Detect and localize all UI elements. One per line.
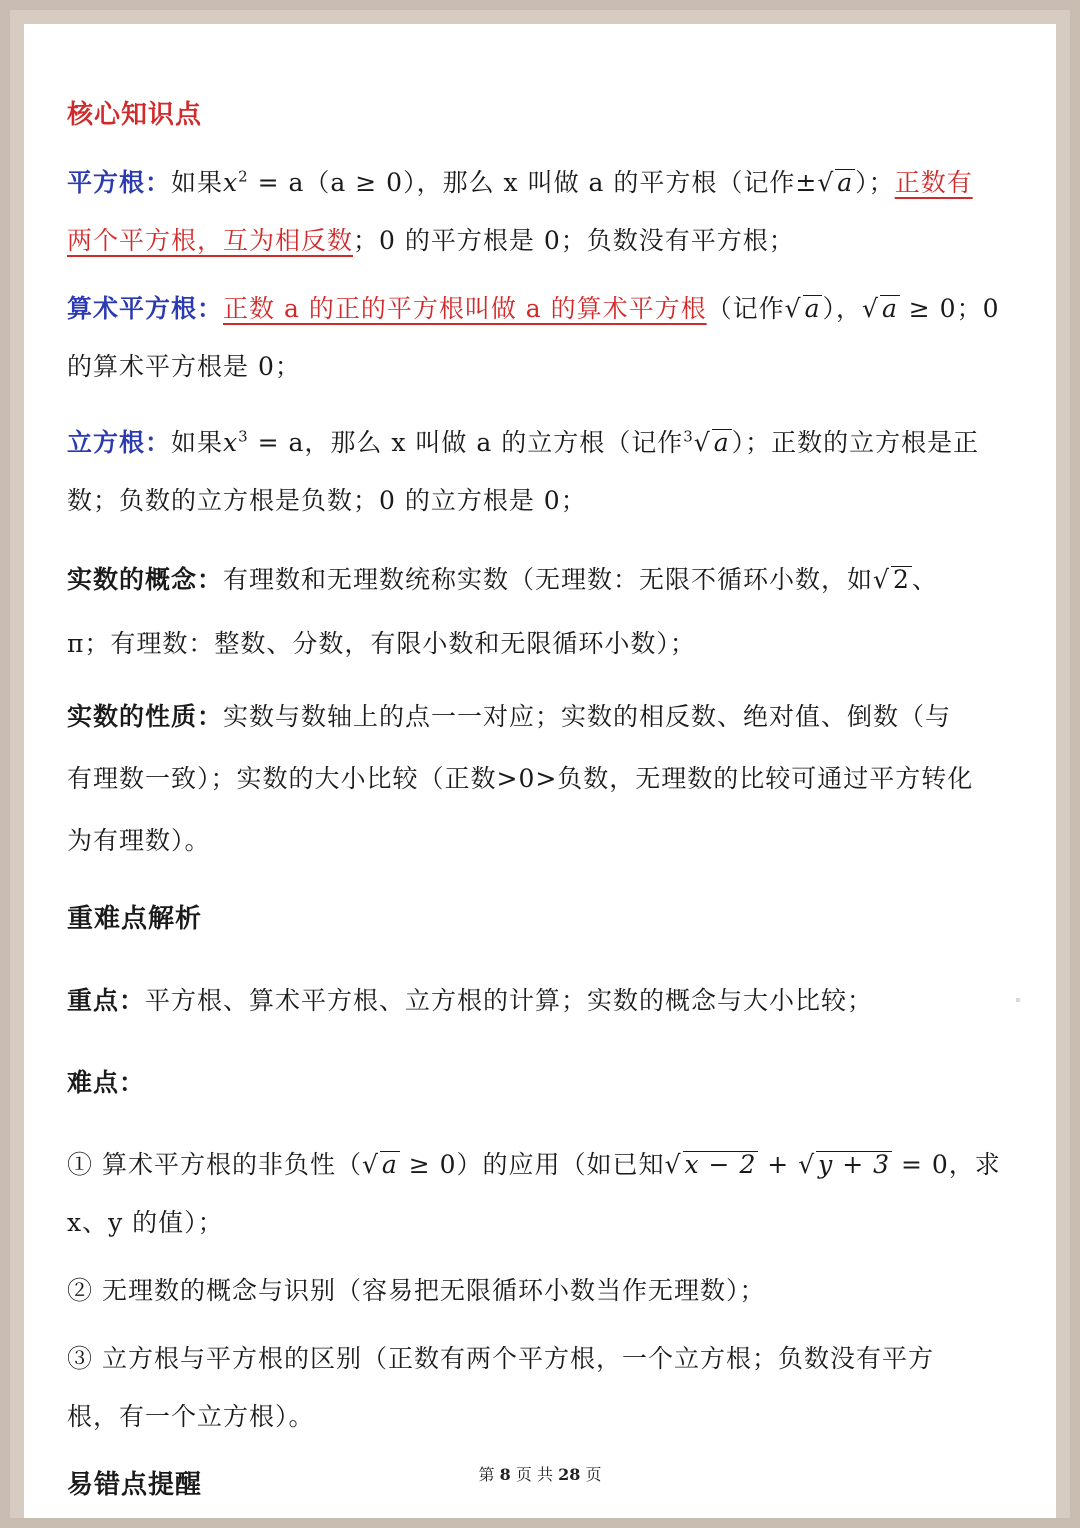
paragraph-key-point: 重点：平方根、算术平方根、立方根的计算；实数的概念与大小比较； xyxy=(67,986,874,1015)
section-title-core-knowledge: 核心知识点 xyxy=(67,100,203,130)
cbrt-symbol: √ xyxy=(693,428,711,457)
list-item-difficult-3: ③ 立方根与平方根的区别（正数有两个平方根，一个立方根；负数没有平方 根，有一个立方根）。 xyxy=(67,1344,934,1431)
sqrt-symbol: √ xyxy=(817,168,835,197)
current-page-number: 8 xyxy=(499,1465,511,1484)
term-cube-root: 立方根： xyxy=(67,428,172,457)
document-content xyxy=(67,86,1017,1514)
sqrt-symbol: √ xyxy=(664,1150,682,1179)
item-number: ② xyxy=(67,1276,94,1305)
sqrt-symbol: √ xyxy=(798,1150,816,1179)
term-difficult: 难点： xyxy=(67,1068,146,1097)
sqrt-symbol: √ xyxy=(784,294,802,323)
list-item-difficult-1: ① 算术平方根的非负性（√ a ≥ 0）的应用（如已知√ x − 2 + √ y + 3 = 0，求 x、y 的值）； xyxy=(67,1150,1001,1237)
sqrt-symbol: √ xyxy=(873,565,890,594)
item-number: ③ xyxy=(67,1344,94,1373)
term-key-point: 重点： xyxy=(67,986,146,1015)
term-real-properties: 实数的性质： xyxy=(67,702,224,731)
term-square-root: 平方根： xyxy=(67,168,172,197)
total-page-number: 28 xyxy=(558,1465,581,1484)
paragraph-real-properties: 实数的性质：实数与数轴上的点一一对应；实数的相反数、绝对值、倒数（与 有理数一致）；实数的大小比较（正数>0>负数，无理数的比较可通过平方转化 为有理数）。 xyxy=(67,702,974,855)
term-real-concept: 实数的概念： xyxy=(67,565,224,594)
page-footer: 第 8 页 共 28 页 xyxy=(478,1465,602,1484)
paragraph-real-concept: 实数的概念：有理数和无理数统称实数（无理数：无限不循环小数，如√ 2、 π；有理数：整数、分数，有限小数和无限循环小数）； xyxy=(67,565,938,658)
term-arithmetic-root: 算术平方根： xyxy=(67,294,224,323)
paragraph-arithmetic-root: 算术平方根：正数 a 的正的平方根叫做 a 的算术平方根（记作√ a），√ a ≥ 0；0 的算术平方根是 0； xyxy=(67,294,1000,381)
list-item-difficult-2: ② 无理数的概念与识别（容易把无限循环小数当作无理数）； xyxy=(67,1276,766,1305)
highlight-text: 正数 a 的正的平方根叫做 a 的算术平方根 xyxy=(223,294,707,323)
item-number: ① xyxy=(67,1150,94,1179)
highlight-text: 正数有 xyxy=(894,168,973,197)
paragraph-square-root: 平方根：如果$x^2 = a(a \ge 0)$，那么 x 叫做 a 的平方根（记作±√ a）；正数有 两个平方根，互为相反数；0 的平方根是 0；负数没有平方根； xyxy=(67,167,973,255)
section-title-key-difficult: 重难点解析 xyxy=(67,904,203,934)
scan-mark xyxy=(1016,998,1020,1002)
paragraph-cube-root: 立方根：如果$x^3 = a$，那么 x 叫做 a 的立方根（记作$^3$√ a）；正数的立方根是正 数；负数的立方根是负数；0 的立方根是 0； xyxy=(67,427,980,515)
highlight-text: 两个平方根，互为相反数 xyxy=(67,226,354,255)
sqrt-symbol: √ xyxy=(862,294,879,323)
section-title-common-errors: 易错点提醒 xyxy=(67,1470,203,1500)
document-page xyxy=(24,24,1056,1518)
sqrt-symbol: √ xyxy=(361,1150,379,1179)
